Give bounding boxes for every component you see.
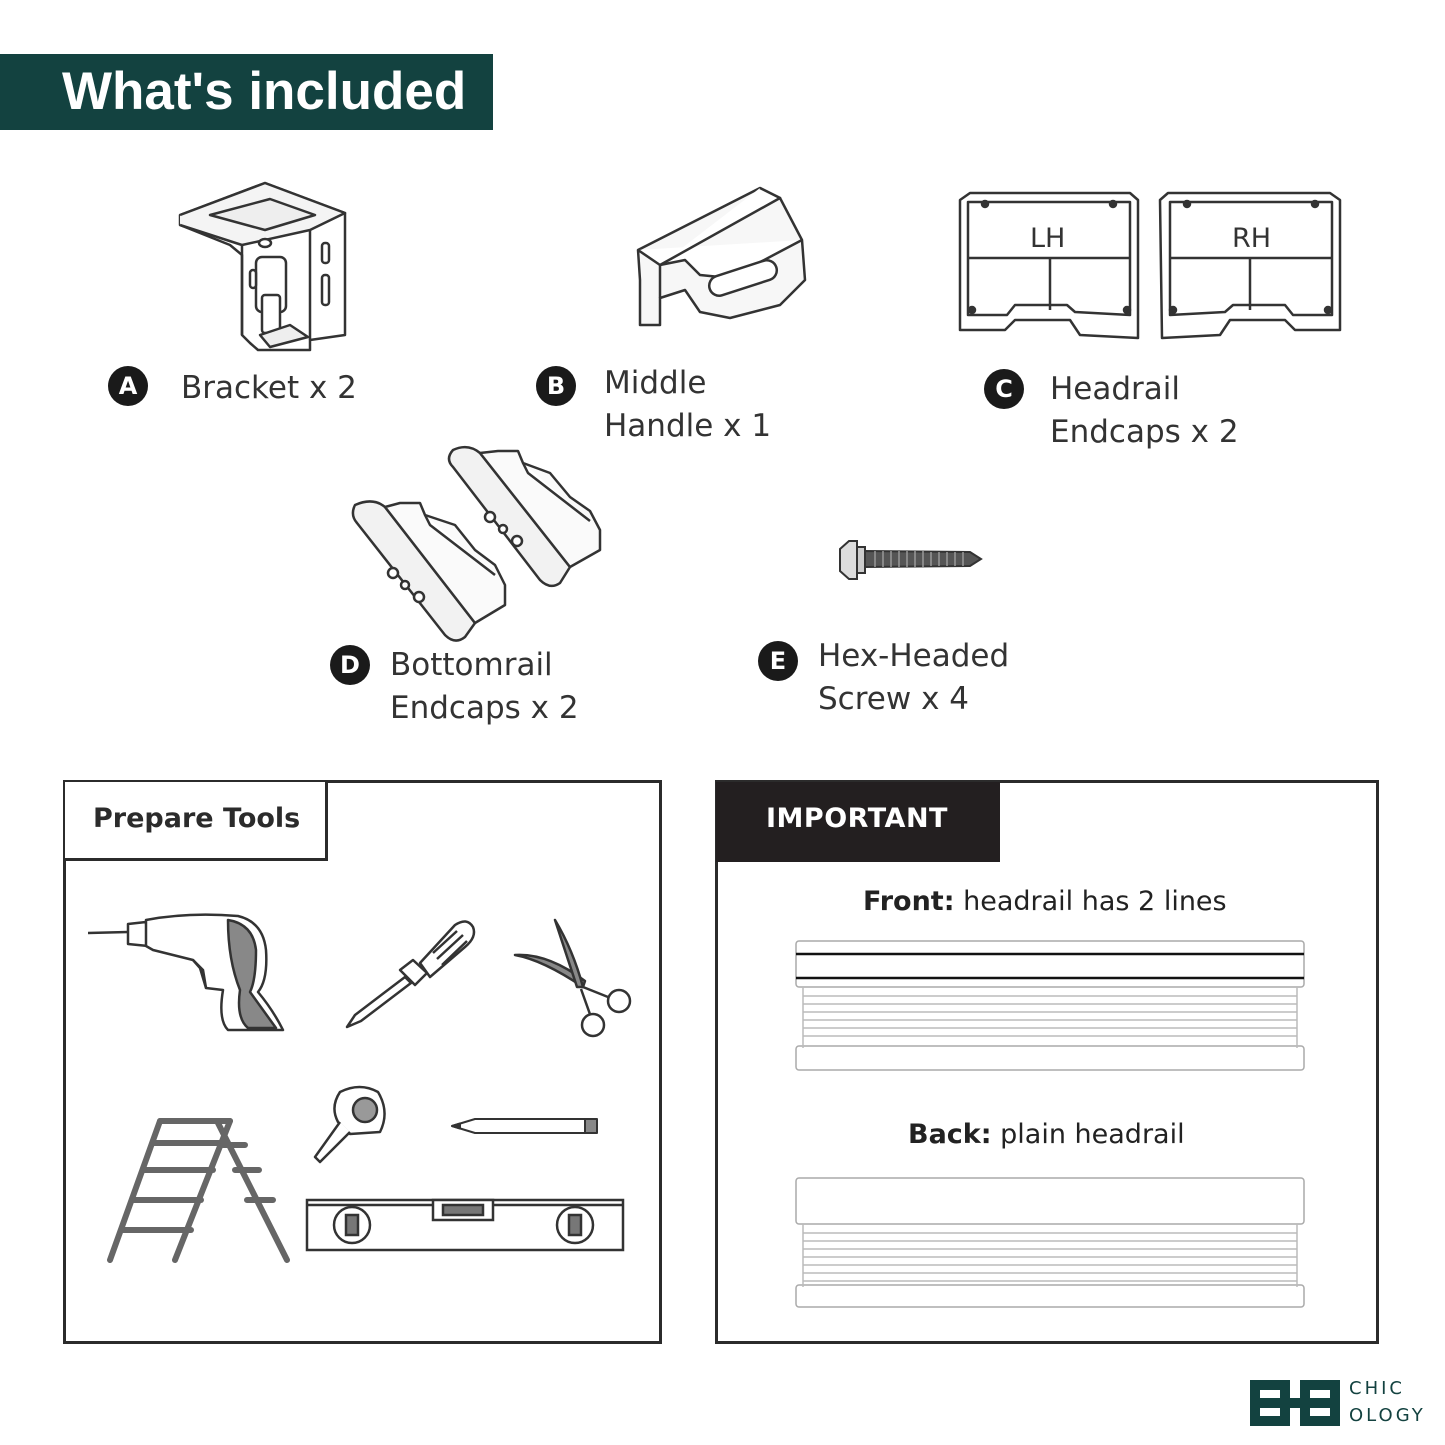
prepare-tools-tab	[65, 782, 328, 861]
screwdriver-icon	[345, 915, 480, 1030]
logo-text-line1: CHIC	[1349, 1378, 1405, 1399]
ladder-icon	[105, 1115, 295, 1265]
front-label: Front:	[863, 886, 955, 917]
back-caption	[908, 1117, 1185, 1153]
badge-e: E	[758, 641, 798, 681]
badge-d: D	[330, 645, 370, 685]
logo-text-line2: OLOGY	[1349, 1405, 1426, 1426]
page-title: What's included	[62, 62, 467, 121]
back-text: plain headrail	[1000, 1119, 1185, 1150]
important-title: IMPORTANT	[766, 803, 948, 834]
front-caption	[863, 884, 1227, 920]
part-label-bottomrail-endcaps: Bottomrail Endcaps x 2	[390, 647, 579, 726]
bottomrail-endcaps-icon	[345, 445, 610, 650]
front-headrail-illustration	[793, 938, 1307, 1074]
middle-handle-icon	[630, 180, 815, 330]
part-label-bracket: Bracket x 2	[181, 370, 357, 406]
part-label-hex-screw: Hex-Headed Screw x 4	[818, 638, 1010, 717]
endcap-label-lh: LH	[1030, 223, 1066, 254]
scissors-icon	[513, 915, 638, 1040]
back-label: Back:	[908, 1119, 992, 1150]
important-tab	[716, 782, 1000, 862]
hex-screw-icon	[835, 535, 985, 585]
header-banner	[0, 54, 493, 130]
chicology-logo	[1250, 1378, 1430, 1428]
badge-c: C	[984, 369, 1024, 409]
drill-icon	[88, 910, 288, 1035]
front-text: headrail has 2 lines	[963, 886, 1227, 917]
part-label-middle-handle: Middle Handle x 1	[604, 365, 772, 444]
badge-b: B	[536, 366, 576, 406]
badge-a: A	[108, 366, 148, 406]
prepare-tools-title: Prepare Tools	[93, 803, 301, 834]
part-label-headrail-endcaps: Headrail Endcaps x 2	[1050, 371, 1239, 450]
endcap-label-rh: RH	[1232, 223, 1272, 254]
back-headrail-illustration	[793, 1175, 1307, 1311]
level-icon	[305, 1195, 627, 1255]
tape-measure-icon	[310, 1082, 390, 1167]
pencil-icon	[450, 1115, 602, 1137]
chicology-logo-mark	[1250, 1378, 1342, 1428]
headrail-endcaps-icon	[955, 190, 1345, 340]
bracket-icon	[170, 175, 355, 355]
